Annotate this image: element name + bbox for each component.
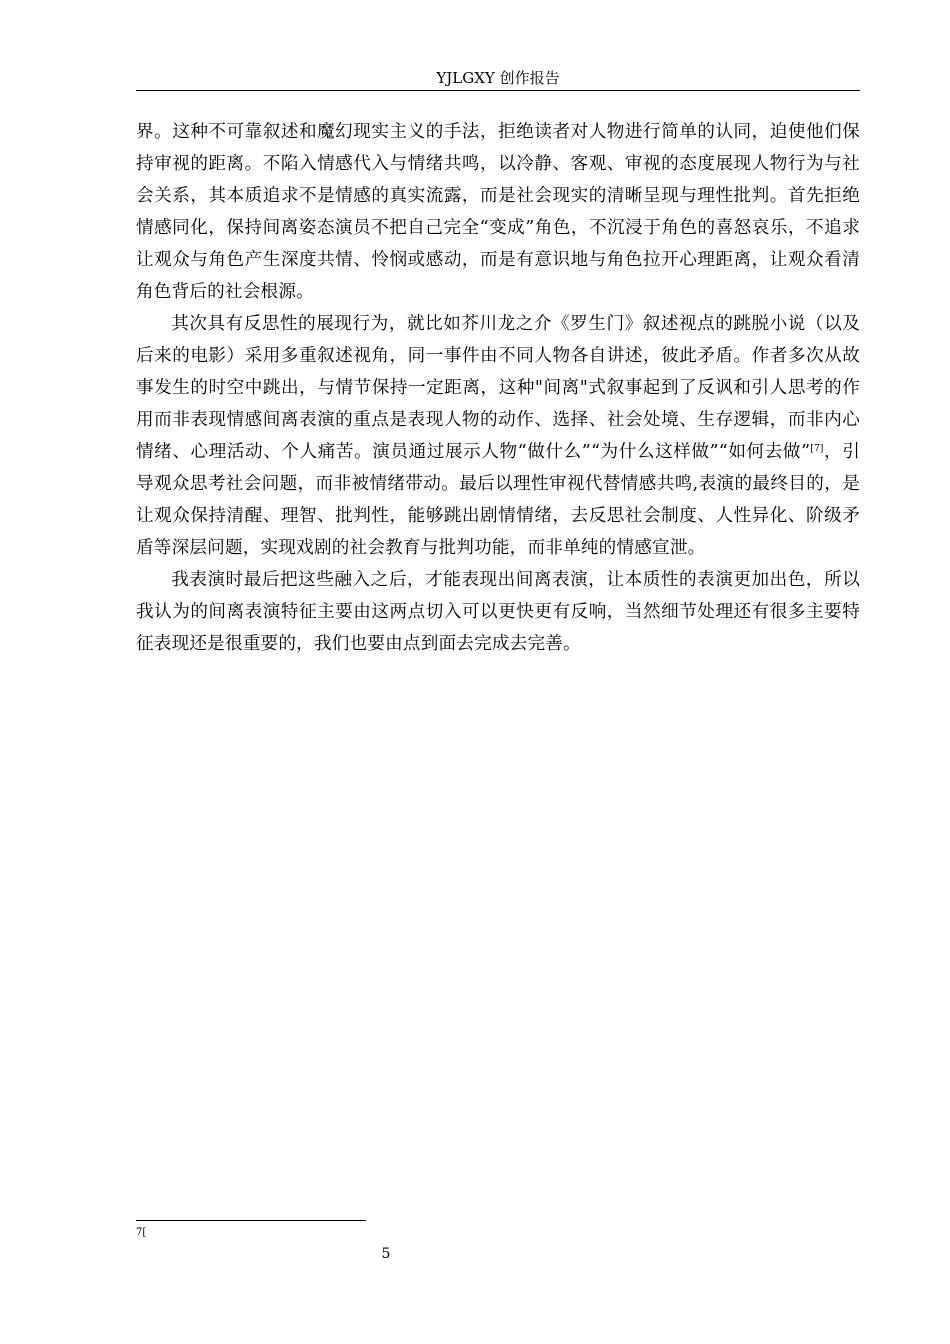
paragraph-3: 我表演时最后把这些融入之后，才能表现出间离表演，让本质性的表演更加出色，所以我认为的间离表演特征主要由这两点切入可以更快更有反响，当然细节处理还有很多主要特征表现还是很重要的，我们也要由点到面去完成去完善。 [136,570,860,654]
body-text [136,116,860,660]
paragraph-1: 界。这种不可靠叙述和魔幻现实主义的手法，拒绝读者对人物进行简单的认同，迫使他们保持审视的距离。不陷入情感代入与情绪共鸣，以冷静、客观、审视的态度展现人物行为与社会关系，其本质追求不是情感的真实流露，而是社会现实的清晰呈现与理性批判。首先拒绝情感同化，保持间离姿态演员不把自己完全“变成”角色，不沉浸于角色的喜怒哀乐，不追求让观众与角色产生深度共情、怜悯或感动，而是有意识地与角色拉开心理距离，让观众看清角色背后的社会根源。 [136,122,860,302]
page-number: 5 [381,1246,391,1262]
paragraph-2-text-a: 其次具有反思性的展现行为，就比如芥川龙之介《罗生门》叙述视点的跳脱小说（以及后来的电影）采用多重叙述视角，同一事件由不同人物各自讲述，彼此矛盾。作者多次从故事发生的时空中跳出，与情节保持一定距离，这种"间离"式叙事起到了反讽和引人思考的作用而非表现情感间离表演的重点是表现人物的动作、选择、社会处境、生存逻辑，而非内心情绪、心理活动、个人痛苦。演员通过展示人物“做什么”“为什么这样做”“如何去做” [136,314,860,462]
citation-ref-7[interactable]: [7] [810,444,824,454]
footnote-separator [136,1220,366,1221]
paragraph-2 [136,308,860,564]
paragraph-2-text-b: ，引导观众思考社会问题，而非被情绪带动。最后以理性审视代替情感共鸣,表演的最终目的，是让观众保持清醒、理智、批判性，能够跳出剧情情绪，去反思社会制度、人性异化、阶级矛盾等深层问题，实现戏剧的社会教育与批判功能，而非单纯的情感宣泄。 [136,442,860,558]
footnote-7: 7[ [136,1227,147,1238]
page-header: YJLGXY 创作报告 [136,66,860,91]
